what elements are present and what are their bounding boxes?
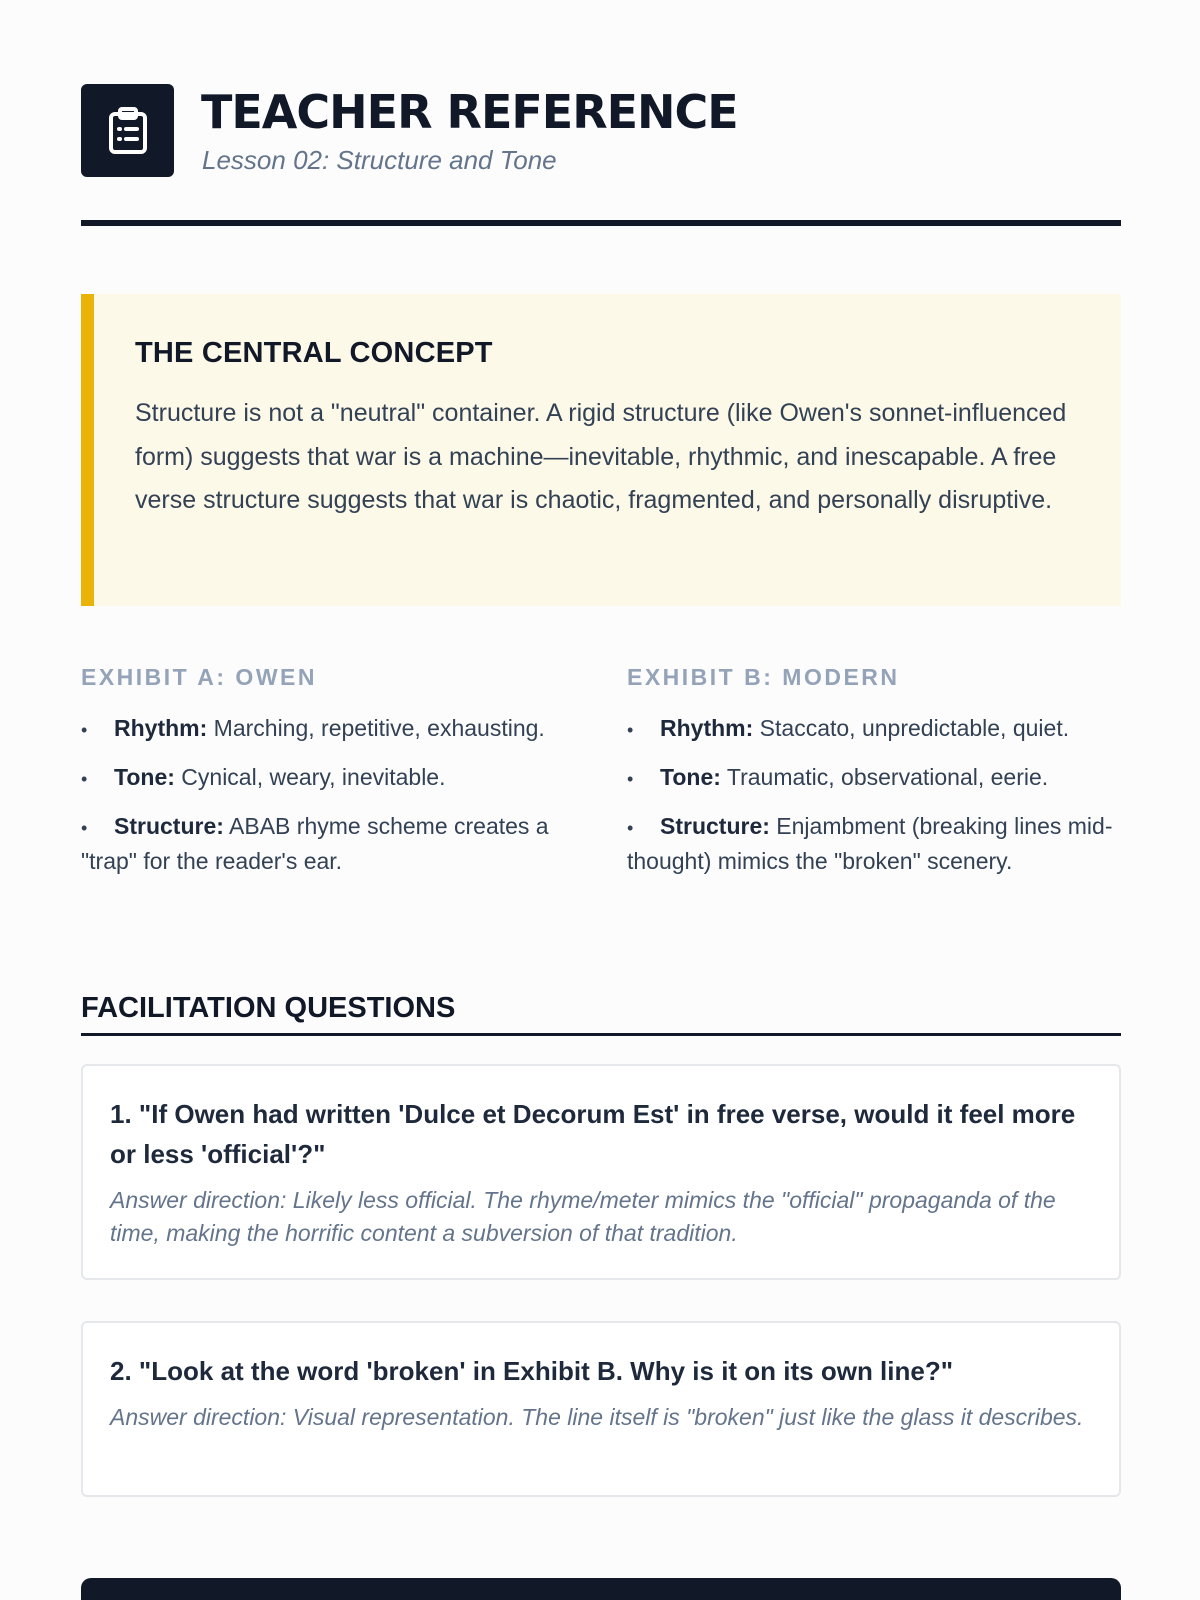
item-label: Tone:	[114, 764, 175, 790]
list-item	[627, 712, 1121, 747]
answer-direction: Answer direction: Visual representation. The line itself is "broken" just like the glass it describes.	[110, 1404, 1084, 1430]
concept-body: Structure is not a "neutral" container. A rigid structure (like Owen's sonnet-influenced form) suggests that war is a machine—inevitable, rhythmic, and inescapable. A free verse structure suggests that war is chaotic, fragmented, and personally disruptive.	[135, 399, 1067, 514]
teacher-reference-page	[81, 0, 1121, 1600]
facilitation-heading: FACILITATION QUESTIONS	[81, 992, 456, 1024]
question-card	[81, 1321, 1121, 1497]
footer-bar	[81, 1578, 1121, 1600]
list-item	[627, 761, 1121, 796]
lesson-subtitle: Lesson 02: Structure and Tone	[202, 145, 557, 175]
item-text: Traumatic, observational, eerie.	[720, 764, 1049, 790]
concept-heading: THE CENTRAL CONCEPT	[135, 337, 493, 369]
item-label: Tone:	[660, 764, 721, 790]
question-text: 1. "If Owen had written 'Dulce et Decorum Est' in free verse, would it feel more or less 'official'?"	[110, 1099, 1076, 1169]
page-header	[81, 84, 1121, 174]
bullet-icon: •	[627, 769, 634, 789]
page-title: TEACHER REFERENCE	[201, 85, 738, 139]
item-text: ABAB rhyme scheme creates a "trap" for the reader's ear.	[81, 813, 549, 874]
answer-direction: Answer direction: Likely less official. The rhyme/meter mimics the "official" propaganda of the time, making the horrific content a subversion of that tradition.	[110, 1187, 1056, 1246]
exhibit-b	[627, 660, 1121, 892]
list-item	[627, 810, 1121, 878]
list-item	[81, 761, 571, 796]
bullet-icon: •	[81, 769, 88, 789]
bullet-icon: •	[81, 818, 88, 838]
item-label: Rhythm:	[660, 715, 754, 741]
item-label: Structure:	[660, 813, 770, 839]
bullet-icon: •	[81, 720, 88, 740]
clipboard-list-icon	[81, 84, 174, 177]
facilitation-divider	[81, 1033, 1121, 1036]
item-label: Structure:	[114, 813, 224, 839]
list-item	[81, 712, 571, 747]
central-concept-callout	[81, 294, 1121, 606]
question-text: 2. "Look at the word 'broken' in Exhibit B. Why is it on its own line?"	[110, 1356, 954, 1386]
exhibit-a-list	[81, 712, 571, 878]
exhibit-a-heading: EXHIBIT A: OWEN	[81, 664, 317, 690]
header-divider	[81, 220, 1121, 226]
item-text: Enjambment (breaking lines mid-thought) mimics the "broken" scenery.	[627, 813, 1113, 874]
exhibit-b-heading: EXHIBIT B: MODERN	[627, 664, 900, 690]
exhibit-a	[81, 660, 571, 892]
bullet-icon: •	[627, 818, 634, 838]
exhibit-b-list	[627, 712, 1121, 878]
question-card	[81, 1064, 1121, 1280]
item-text: Marching, repetitive, exhausting.	[207, 715, 545, 741]
bullet-icon: •	[627, 720, 634, 740]
list-item	[81, 810, 571, 878]
item-label: Rhythm:	[114, 715, 208, 741]
item-text: Staccato, unpredictable, quiet.	[753, 715, 1070, 741]
item-text: Cynical, weary, inevitable.	[174, 764, 446, 790]
